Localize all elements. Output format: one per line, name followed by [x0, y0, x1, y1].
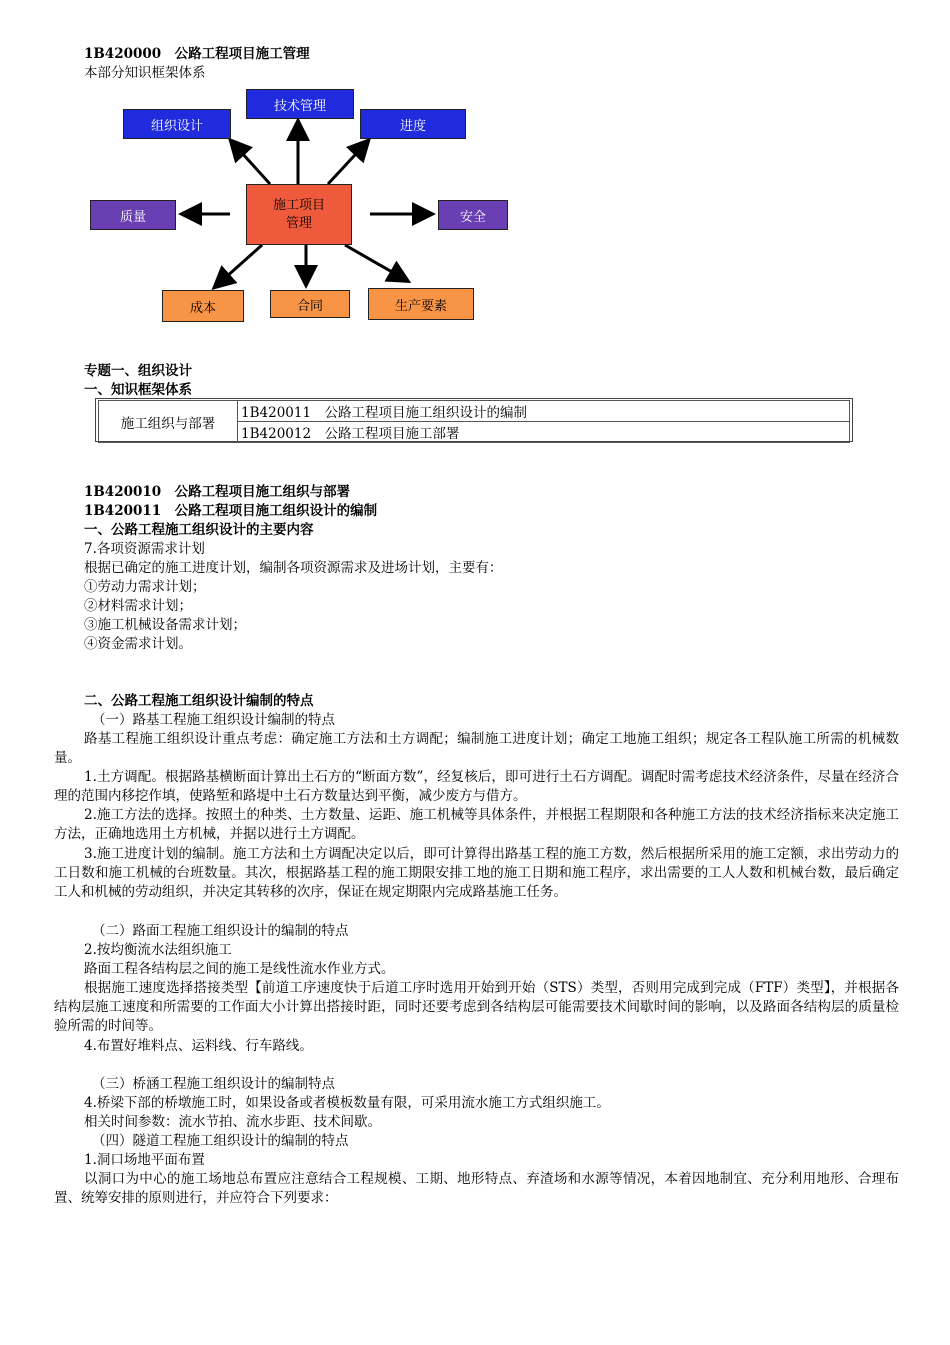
paragraph: 相关时间参数：流水节拍、流水步距、技术间歇。 — [84, 1114, 381, 1130]
subsection-2: （二）路面工程施工组织设计的编制的特点 — [92, 923, 349, 939]
list-item: ③施工机械设备需求计划； — [84, 617, 246, 633]
intro-text: 根据已确定的施工进度计划，编制各项资源需求及进场计划，主要有： — [84, 560, 503, 576]
node-org-design: 组织设计 — [123, 109, 231, 139]
paragraph: 2.施工方法的选择。按照土的种类、土方数量、运距、施工机械等具体条件，并根据工程期限和各种施工方法的技术经济指标来决定施工方法，正确地选用土方机械，并据以进行土方调配。 — [54, 807, 899, 842]
subsection-3: （三）桥涵工程施工组织设计的编制特点 — [92, 1076, 335, 1092]
list-item: ①劳动力需求计划； — [84, 579, 206, 595]
paragraph: 路基工程施工组织设计重点考虑：确定施工方法和土方调配；编制施工进度计划；确定工地施工组织；规定各工程队施工所需的机械数量。 — [54, 731, 899, 766]
table-left-cell: 施工组织与部署 — [99, 401, 238, 443]
part-title: 1B420000 公路工程项目施工管理 — [84, 46, 310, 62]
table-cell: 1B420012 公路工程项目施工部署 — [238, 422, 850, 443]
topic1-title: 专题一、组织设计 — [84, 363, 192, 379]
table-cell: 1B420011 公路工程项目施工组织设计的编制 — [238, 401, 850, 422]
paragraph: 以洞口为中心的施工场地总布置应注意结合工程规模、工期、地形特点、弃渣场和水源等情况，本着因地制宜、充分利用地形、合理布置、统筹安排的原则进行，并应符合下列要求： — [54, 1171, 899, 1206]
arrow-to-cost — [216, 245, 262, 286]
paragraph: 根据施工速度选择搭接类型【前道工序速度快于后道工序时选用开始到开始（STS）类型，否则用完成到完成（FTF）类型】，并根据各结构层施工速度和所需要的工作面大小计算出搭接时距，同时还要考虑到各结构层可能需要技术间歇时间的影响，以及路面各结构层的质量检验所需的时间等。 — [54, 980, 899, 1034]
paragraph: 4.桥梁下部的桥墩施工时，如果设备或者模板数量有限，可采用流水施工方式组织施工。 — [84, 1095, 610, 1111]
node-quality: 质量 — [90, 200, 176, 230]
list-item: ④资金需求计划。 — [84, 636, 192, 652]
item-7: 7.各项资源需求计划 — [84, 541, 205, 557]
node-progress: 进度 — [360, 109, 466, 139]
section-heading-3: 一、公路工程施工组织设计的主要内容 — [84, 522, 314, 538]
part-subtitle: 本部分知识框架体系 — [84, 65, 206, 81]
paragraph: 3.施工进度计划的编制。施工方法和土方调配决定以后，即可计算得出路基工程的施工方数，然后根据所采用的施工定额，求出劳动力的工日数和施工机械的台班数量。其次，根据路基工程的施工期限安排工地的施工日期和施工程序，求出需要的工人人数和机械台数，最后确定工人和机械的劳动组织，并决定其转移的次序，保证在规定期限内完成路基施工任务。 — [54, 846, 899, 900]
node-cost: 成本 — [162, 290, 244, 322]
paragraph: 2.按均衡流水法组织施工 — [84, 942, 232, 958]
paragraph: 4.布置好堆料点、运料线、行车路线。 — [84, 1038, 313, 1054]
section-heading-1: 1B420010 公路工程项目施工组织与部署 — [84, 484, 351, 500]
framework-heading: 一、知识框架体系 — [84, 382, 192, 398]
paragraph: 路面工程各结构层之间的施工是线性流水作业方式。 — [84, 961, 395, 977]
list-item: ②材料需求计划； — [84, 598, 192, 614]
section2-heading: 二、公路工程施工组织设计编制的特点 — [84, 693, 314, 709]
arrow-to-progress — [328, 142, 367, 184]
node-center-project-management: 施工项目 管理 — [246, 184, 352, 245]
section-heading-2: 1B420011 公路工程项目施工组织设计的编制 — [84, 503, 378, 519]
node-production-factors: 生产要素 — [368, 288, 474, 320]
arrow-to-org — [232, 142, 270, 184]
node-contract: 合同 — [270, 290, 350, 318]
knowledge-framework-diagram — [80, 86, 520, 328]
subsection-4: （四）隧道工程施工组织设计的编制的特点 — [92, 1133, 349, 1149]
subsection-1: （一）路基工程施工组织设计编制的特点 — [92, 712, 335, 728]
framework-table — [98, 400, 850, 443]
arrow-to-production — [345, 245, 406, 280]
table-row — [99, 401, 850, 422]
node-safety: 安全 — [438, 200, 508, 230]
node-tech-management: 技术管理 — [246, 89, 354, 119]
paragraph: 1.洞口场地平面布置 — [84, 1152, 205, 1168]
paragraph: 1.土方调配。根据路基横断面计算出土石方的“断面方数”，经复核后，即可进行土石方调配。调配时需考虑技术经济条件，尽量在经济合理的范围内移挖作填，使路堑和路堤中土石方数量达到平衡，减少废方与借方。 — [54, 769, 899, 804]
